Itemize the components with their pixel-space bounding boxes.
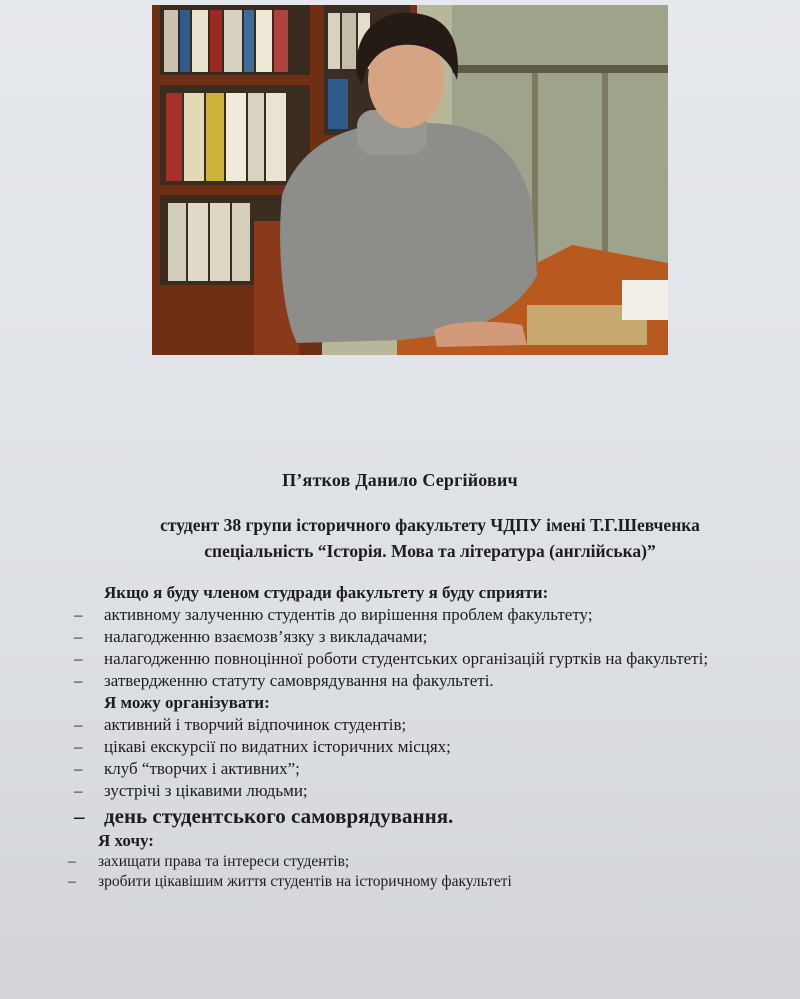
list-item-text: активний і творчий відпочинок студентів; [104, 715, 407, 734]
highlight-item-text: день студентського самоврядування. [104, 804, 454, 828]
list-item [74, 780, 796, 802]
list-item-text: зробити цікавішим життя студентів на історичному факультеті [98, 873, 512, 890]
candidate-name: П’ятков Данило Сергійович [282, 470, 518, 490]
list-item [74, 648, 796, 670]
dash-bullet: – [74, 627, 83, 646]
wishes-heading: Я хочу: [98, 831, 154, 850]
organize-heading: Я можу організувати: [104, 693, 270, 712]
wishes-section [68, 830, 796, 892]
list-item-text: налагодженню повноцінної роботи студентських організацій гуртків на факультеті; [104, 649, 709, 668]
candidate-photo [152, 5, 668, 355]
candidate-photo-illustration [152, 5, 668, 355]
list-item [74, 714, 796, 736]
list-item [68, 872, 796, 892]
list-item-text: захищати права та інтереси студентів; [98, 853, 350, 870]
dash-bullet: – [68, 853, 76, 870]
dash-bullet: – [74, 781, 83, 800]
list-item [74, 604, 796, 626]
dash-bullet: – [74, 605, 83, 624]
dash-bullet: – [74, 649, 83, 668]
promises-heading: Якщо я буду членом студради факультету я буду сприяти: [104, 583, 549, 602]
list-item [68, 852, 796, 872]
candidate-description-line: студент 38 групи історичного факультету ЧДПУ імені Т.Г.Шевченка [160, 515, 700, 535]
list-item [74, 736, 796, 758]
dash-bullet: – [74, 804, 85, 828]
list-item-text: налагодженню взаємозв’язку з викладачами; [104, 627, 428, 646]
dash-bullet: – [74, 737, 83, 756]
list-item-text: цікаві екскурсії по видатних історичних місцях; [104, 737, 451, 756]
list-item [74, 670, 796, 692]
dash-bullet: – [74, 671, 83, 690]
highlight-item [74, 802, 796, 830]
dash-bullet: – [68, 873, 76, 890]
list-item-text: клуб “творчих і активних”; [104, 759, 300, 778]
candidate-description-line: спеціальність “Історія. Мова та література (англійська)” [204, 541, 656, 561]
candidate-description [60, 512, 800, 564]
list-item [74, 758, 796, 780]
list-item-text: зустрічі з цікавими людьми; [104, 781, 308, 800]
list-item-text: затвердженню статуту самоврядування на факультеті. [104, 671, 494, 690]
program-section [68, 582, 796, 892]
dash-bullet: – [74, 715, 83, 734]
list-item [74, 626, 796, 648]
list-item-text: активному залученню студентів до вирішення проблем факультету; [104, 605, 593, 624]
dash-bullet: – [74, 759, 83, 778]
